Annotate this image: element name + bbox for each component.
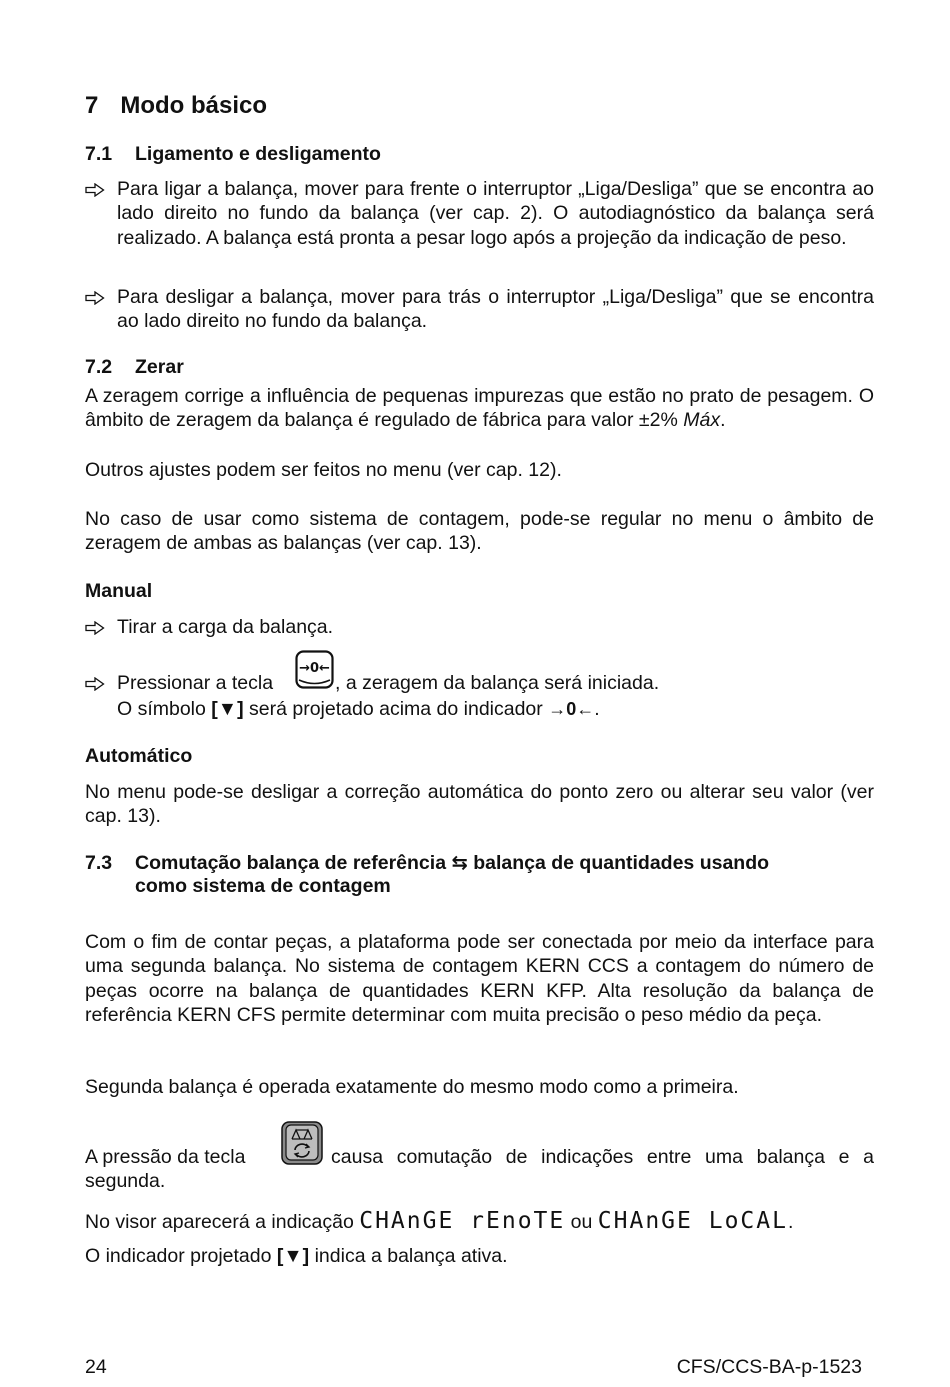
press-key-text: Pressionar a tecla [117, 672, 274, 694]
zero-key-label: →0← [299, 661, 330, 676]
scale-switch-key-icon [281, 1121, 323, 1165]
hollow-right-arrow-icon [85, 291, 105, 305]
active-scale-paragraph [85, 1244, 874, 1268]
subsection-title-line1: Comutação balança de referência ⇆ balança de quantidades usando [135, 852, 770, 874]
scale-switch-key-shape [281, 1121, 323, 1165]
subsection-72-heading [85, 356, 184, 379]
hollow-right-arrow-icon [85, 677, 105, 691]
document-code: CFS/CCS-BA-p-1523 [676, 1356, 862, 1378]
zero-paragraph-text: A zeragem corrige a influência de pequenas impurezas que estão no prato de pesagem. O âmbito de zeragem da balança é regulado de fábrica para valor ±2% [85, 385, 874, 432]
manual-bullet-press-key [117, 671, 273, 695]
second-scale-paragraph: Segunda balança é operada exatamente do mesmo modo como a primeira. [85, 1076, 739, 1098]
bullet-power-on: Para ligar a balança, mover para frente o interruptor „Liga/Desliga” que se encontra ao lado direito no fundo da balança (ver cap. 2). O autodiagnóstico da balança será realizado. A balança está pronta a pesar logo após a projeção da indicação de peso. [117, 178, 874, 249]
stability-symbol: [▼] [211, 698, 244, 720]
manual-bullet-unload: Tirar a carga da balança. [117, 616, 334, 638]
auto-heading: Automático [85, 745, 193, 767]
manual-bullet-line2 [117, 697, 600, 721]
switch-key-text-c: segunda. [85, 1170, 166, 1192]
switch-key-text-b: causa comutação de indicações entre uma balança e a [331, 1146, 874, 1168]
stability-symbol: [▼] [276, 1245, 310, 1267]
symbol-text: será projetado acima do indicador [243, 698, 549, 720]
subsection-title: Ligamento e desligamento [135, 143, 381, 165]
subsection-number: 7.3 [85, 852, 113, 874]
active-text: indica a balança ativa. [309, 1245, 508, 1267]
counting-paragraph: Com o fim de contar peças, a plataforma pode ser conectada por meio da interface para uma segunda balança. No sistema de contagem KERN CCS a contagem do número de peças ocorre na balança de quantidades KERN KFP. Alta resolução da balança de referência KERN CFS permite determinar com muita precisão o peso médio da peça. [85, 931, 874, 1027]
zero-key-shape [295, 650, 335, 690]
display-change-remote: CHAnGE rEnoTE [359, 1208, 566, 1234]
subsection-title: Zerar [135, 356, 184, 378]
subsection-number: 7.2 [85, 356, 113, 378]
hollow-right-arrow-icon [85, 183, 105, 197]
period: . [720, 409, 726, 432]
max-italic: Máx [683, 409, 721, 432]
subsection-73-heading [85, 851, 769, 875]
section-number: 7 [85, 92, 99, 119]
period: . [594, 698, 600, 720]
zero-paragraph-3: No caso de usar como sistema de contagem, pode-se regular no menu o âmbito de zeragem de ambas as balanças (ver cap. 13). [85, 508, 874, 555]
subsection-71-heading [85, 143, 381, 166]
bullet-power-off: Para desligar a balança, mover para trás o interruptor „Liga/Desliga” que se encontra ao lado direito no fundo da balança. [117, 286, 874, 333]
manual-heading: Manual [85, 580, 153, 602]
press-key-continuation: , a zeragem da balança será iniciada. [335, 672, 660, 694]
display-change-local: CHAnGE LoCAL [597, 1208, 788, 1234]
zero-paragraph-2: Outros ajustes podem ser feitos no menu (ver cap. 12). [85, 459, 562, 481]
zero-paragraph-1 [85, 384, 874, 433]
symbol-intro: O símbolo [117, 698, 212, 720]
switch-key-text-a: A pressão da tecla [85, 1146, 246, 1168]
zero-indicator: →0← [548, 699, 595, 719]
hollow-right-arrow-icon [85, 621, 105, 635]
page-number: 24 [85, 1356, 107, 1378]
section-title: Modo básico [120, 92, 268, 119]
subsection-number: 7.1 [85, 143, 113, 165]
display-or: ou [570, 1211, 593, 1233]
active-intro: O indicador projetado [85, 1245, 277, 1267]
period: . [787, 1211, 794, 1233]
subsection-title-line2: como sistema de contagem [135, 875, 391, 897]
section-heading [85, 92, 267, 120]
display-line [85, 1209, 793, 1234]
zero-key-icon [295, 650, 333, 688]
display-intro: No visor aparecerá a indicação [85, 1211, 354, 1233]
auto-paragraph: No menu pode-se desligar a correção automática do ponto zero ou alterar seu valor (ver cap. 13). [85, 781, 874, 828]
